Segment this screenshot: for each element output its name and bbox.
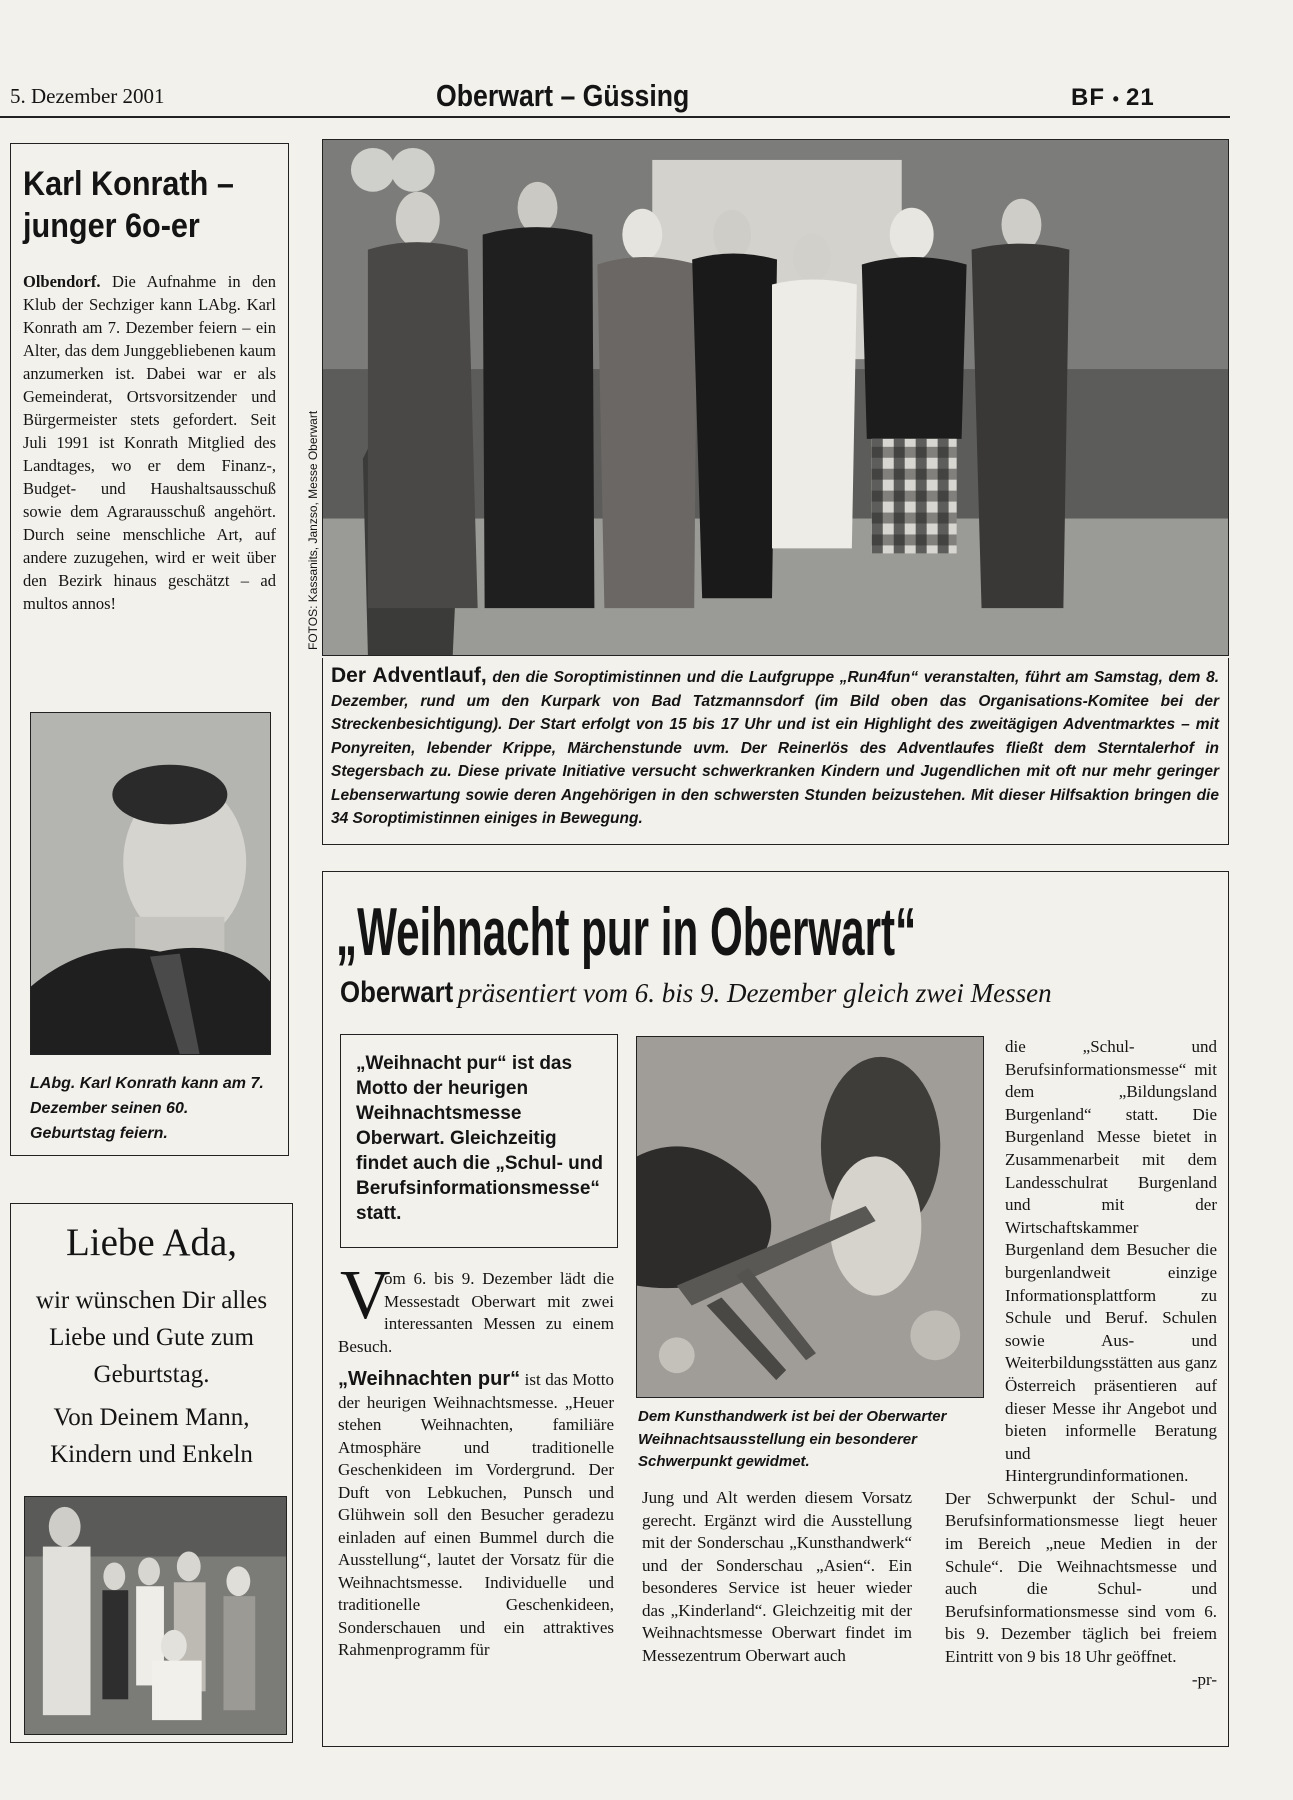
- col3-photo-spacer: [945, 1036, 1005, 1471]
- konrath-caption: LAbg. Karl Konrath kann am 7. Dezember seinen 60. Geburtstag feiern.: [30, 1075, 264, 1142]
- adventlauf-group-photo: [322, 139, 1229, 656]
- konrath-headline-line2: junger 6o-er: [23, 207, 200, 245]
- section-title: Oberwart – Güssing: [436, 78, 690, 113]
- feature-headline: „Weihnacht pur in Oberwart“: [336, 894, 917, 970]
- publication-logo: BF • 21: [1071, 84, 1155, 111]
- adventlauf-text: den die Soroptimistinnen und die Laufgruppe „Run4fun“ veranstalten, führt am Samstag, dem 8. Dezember, rund um den Kurpark von Bad Tatzmannsdorf (im Bild oben das Organisations-Komitee bei der Streckenbesichtigung). Der Start erfolgt von 15 bis 17 Uhr und ist ein Highlight des zweitägigen Adventmarktes – mit Ponyreiten, lebender Krippe, Märchenstunde uvm. Der Reinerlös des Adventlaufes fließt dem Sterntalerhof in Stegersbach zu. Diese private Initiative versucht schwerkranken Kindern und Jugendlichen mit oft nur mehr geringer Lebenserwartung sowie deren Angehörigen in den schwersten Stunden beizustehen. Mit dieser Hilfsaktion bringen die 34 Soroptimistinnen einiges in Bewegung.: [331, 669, 1220, 827]
- feature-intro: „Weihnacht pur“ ist das Motto der heurigen Weihnachtsmesse Oberwart. Gleichzeitig findet auch die „Schul- und Berufsinformationsmesse“ statt.: [356, 1053, 603, 1224]
- ada-line-2: Liebe und Gute zum: [49, 1324, 254, 1351]
- ada-title: Liebe Ada,: [65, 1221, 238, 1264]
- kunsthandwerk-photo: [636, 1036, 984, 1398]
- konrath-headline-line1: Karl Konrath –: [23, 165, 234, 203]
- dropcap-spacer: [338, 1268, 384, 1334]
- page-number: 21: [1125, 84, 1155, 111]
- konrath-portrait: [30, 712, 271, 1055]
- feature-col3-text: die „Schul- und Berufsinformationsmesse“ mit dem „Bildungsland Burgenland“ statt. Die Burgenland Messe bietet in Zusammenarbeit mit dem Landesschulrat Burgenland und mit der Wirtschaftskammer Burgenland dem Besucher die burgenlandweit einzige Informationsplattform zu Schule und Beruf. Schulen sowie Aus- und Weiterbildungsstätten aus ganz Österreich präsentieren auf dieser Messe ihr Angebot und bieten informelle Beratung und Hintergrundinformationen. Der Schwerpunkt der Schul- und Berufsinformationsmesse liegt heuer im Bereich „neue Medien in der Schule“. Die Weihnachtsmesse und auch die Schul- und Berufsinformationsmesse sind vom 6. bis 9. Dezember täglich bei freiem Eintritt von 9 bis 18 Uhr geöffnet.: [945, 1037, 1217, 1667]
- ada-message: [10, 1282, 293, 1473]
- adventlauf-caption: [331, 664, 1219, 831]
- ada-line-1: wir wünschen Dir alles: [35, 1287, 268, 1314]
- ada-line-4: Von Deinem Mann,: [53, 1404, 250, 1431]
- feature-body-col1: [338, 1268, 614, 1662]
- feature-para2-lead: „Weihnachten pur“: [338, 1368, 521, 1390]
- feature-signature: -pr-: [1191, 1669, 1217, 1689]
- feature-subhead: [340, 976, 1052, 1015]
- photo-credit: FOTOS: Kassanits, Janzso, Messe Oberwart: [306, 410, 320, 650]
- feature-body-col2: Jung und Alt werden diesem Vorsatz gerecht. Ergänzt wird die Ausstellung mit der Sonderschau „Kunsthandwerk“ und der Sonderschau „Asien“. Ein besonderes Service ist heuer wieder das „Kinderland“. Gleichzeitig mit der Weihnachtsmesse Oberwart findet im Messezentrum Oberwart auch: [642, 1488, 912, 1665]
- feature-subhead-rest: präsentiert vom 6. bis 9. Dezember gleich zwei Messen: [457, 978, 1052, 1008]
- brand-mark: BF: [1071, 84, 1105, 111]
- adventlauf-lead: Der Adventlauf,: [331, 664, 487, 687]
- ada-family-photo: [24, 1496, 287, 1735]
- feature-subhead-bold: Oberwart: [340, 976, 454, 1009]
- ada-line-5: Kindern und Enkeln: [50, 1441, 253, 1468]
- konrath-headline: [23, 163, 257, 247]
- konrath-text: Die Aufnahme in den Klub der Sechziger kann LAbg. Karl Konrath am 7. Dezember feiern – ein Alter, das dem Junggebliebenen kaum anzumerken ist. Dabei war er als Gemeinderat, Ortsvorsitzender und Bürgermeister stets gefordert. Seit Juli 1991 ist Konrath Mitglied des Landtages, wo er dem Finanz-, Budget- und Haushaltsausschuß sowie dem Agrarausschuß angehört. Durch seine menschliche Art, auf andere zuzugehen, wird er weit über den Bezirk hinaus geschätzt – ad multos annos!: [23, 272, 276, 613]
- konrath-place: Olbendorf.: [23, 272, 101, 291]
- feature-body-col3: [945, 1036, 1217, 1691]
- header-rule: [0, 116, 1230, 118]
- feature-dropcap: V: [340, 1257, 391, 1334]
- konrath-body: [23, 270, 276, 615]
- issue-date: 5. Dezember 2001: [10, 84, 165, 108]
- ada-line-3: Geburtstag.: [93, 1361, 210, 1388]
- feature-para1: om 6. bis 9. Dezember lädt die Messestadt Oberwart mit zwei interessanten Messen zu einem Besuch.: [338, 1269, 614, 1356]
- kunsthandwerk-caption: Dem Kunsthandwerk ist bei der Oberwarter Weihnachtsausstellung ein besonderer Schwerpunkt gewidmet.: [638, 1408, 947, 1470]
- feature-para2: ist das Motto der heurigen Weihnachtsmesse. „Heuer stehen Weihnachten, familiäre Atmosphäre und traditionelle Geschenkideen im Vordergrund. Der Duft von Lebkuchen, Punsch und Glühwein soll den Besucher geradezu einladen auf einen Bummel durch die Ausstellung“, lautet der Vorsatz für die Weihnachtsmesse. Individuelle und traditionelle Geschenkideen, Sonderschauen und ein attraktives Rahmenprogramm für: [338, 1370, 614, 1659]
